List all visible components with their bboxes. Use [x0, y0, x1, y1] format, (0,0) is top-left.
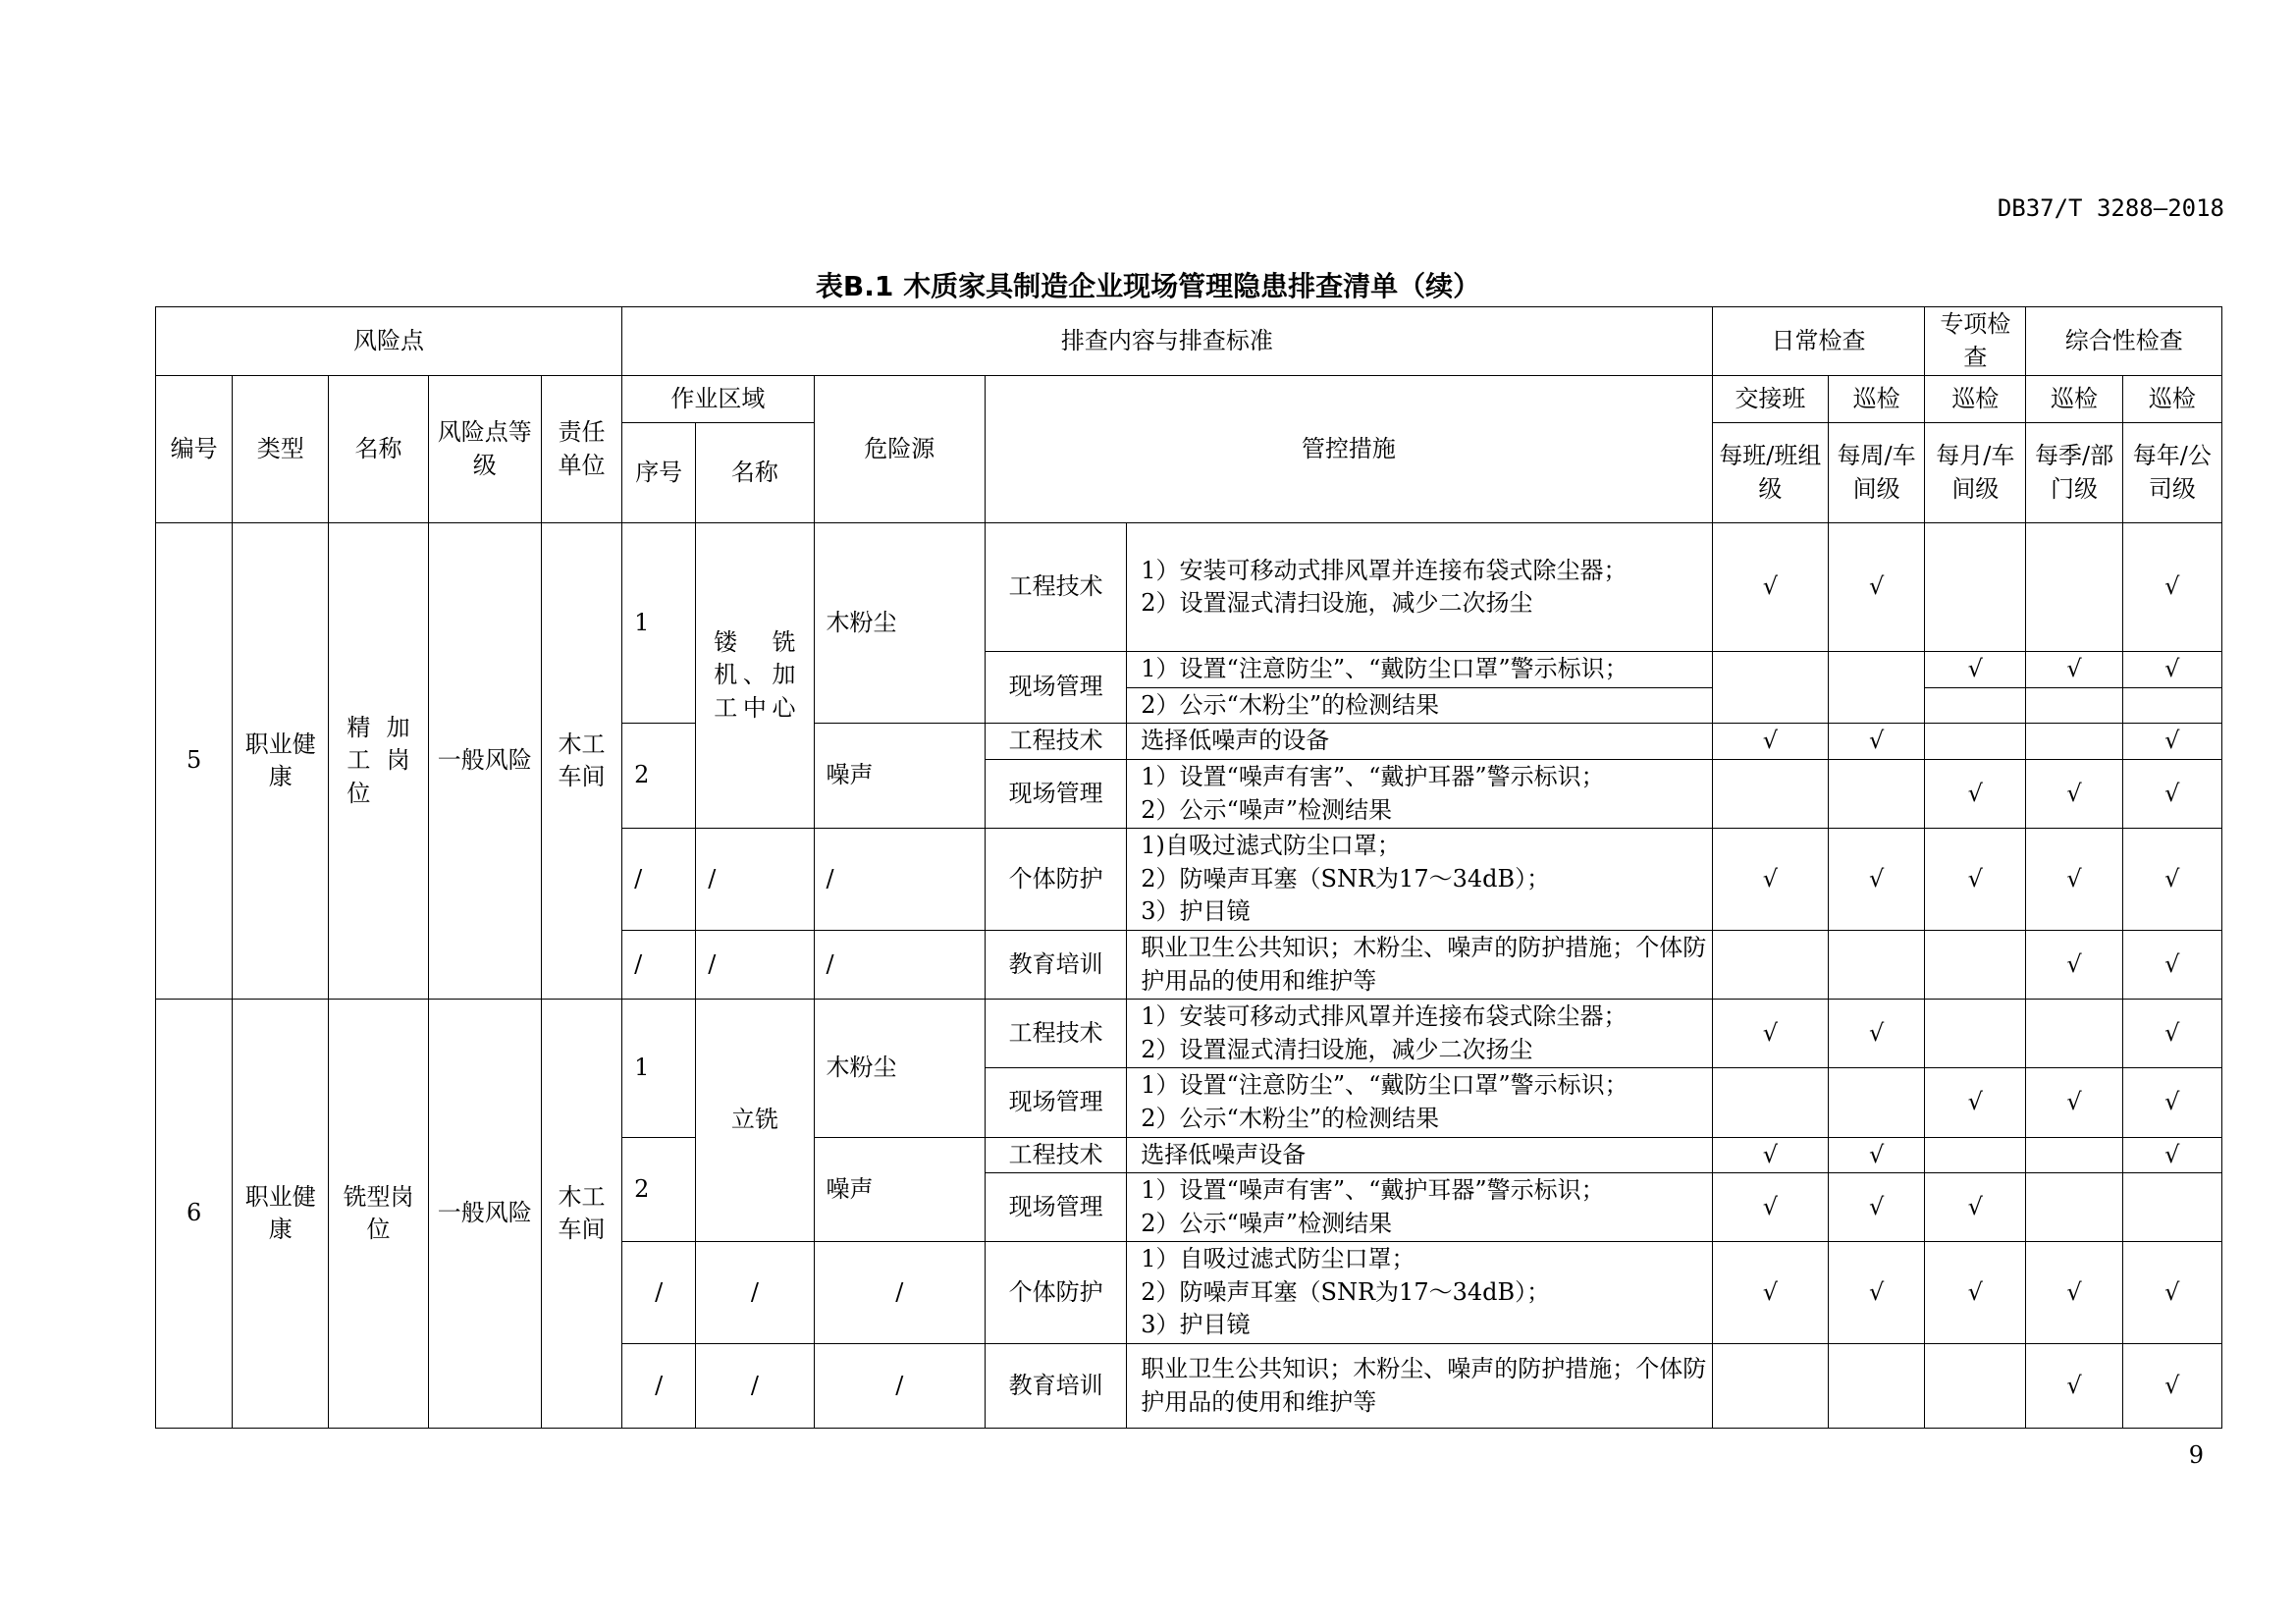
check-mark: √	[1828, 1173, 1924, 1242]
check-mark: √	[2026, 829, 2122, 931]
col-control: 管控措施	[985, 376, 1712, 523]
check-mark: √	[2122, 1068, 2221, 1137]
check-mark: √	[2122, 829, 2221, 931]
control-measure: 职业卫生公共知识；木粉尘、噪声的防护措施；个体防护用品的使用和维护等	[1127, 1344, 1712, 1429]
check-mark: √	[2122, 724, 2221, 760]
control-category: 现场管理	[985, 652, 1126, 724]
table-row	[156, 523, 2222, 652]
hazard: 噪声	[814, 724, 985, 829]
check-mark	[2026, 724, 2122, 760]
check-mark: √	[2026, 930, 2122, 999]
control-category: 现场管理	[985, 759, 1126, 828]
check-mark: √	[1712, 1137, 1828, 1173]
control-measure: 职业卫生公共知识；木粉尘、噪声的防护措施；个体防护用品的使用和维护等	[1127, 930, 1712, 999]
control-measure: 1）设置“注意防尘”、“戴防尘口罩”警示标识；	[1127, 652, 1712, 688]
check-mark	[1925, 1344, 2026, 1429]
control-measure: 1）自吸过滤式防尘口罩； 2）防噪声耳塞（SNR为17～34dB）； 3）护目镜	[1127, 1242, 1712, 1344]
check-mark: √	[1712, 829, 1828, 931]
row-no: 6	[156, 1000, 233, 1429]
hazard: 木粉尘	[814, 1000, 985, 1137]
check-mark: √	[1712, 724, 1828, 760]
page-number: 9	[2188, 1441, 2204, 1469]
check-mark: √	[2026, 1344, 2122, 1429]
col-shift-handover: 交接班	[1712, 376, 1828, 423]
control-measure: 1）安装可移动式排风罩并连接布袋式除尘器； 2）设置湿式清扫设施，减少二次扬尘	[1127, 523, 1712, 652]
check-mark	[1828, 1344, 1924, 1429]
check-mark	[1828, 930, 1924, 999]
control-measure: 1)自吸过滤式防尘口罩； 2）防噪声耳塞（SNR为17～34dB）； 3）护目镜	[1127, 829, 1712, 931]
check-mark: √	[1712, 1000, 1828, 1068]
control-measure: 1）设置“噪声有害”、“戴护耳器”警示标识； 2）公示“噪声”检测结果	[1127, 759, 1712, 828]
check-mark: √	[2122, 759, 2221, 828]
control-category: 教育培训	[985, 930, 1126, 999]
area-name: 镂铣机、加工中心	[696, 523, 814, 829]
area-seq: /	[622, 829, 696, 931]
check-mark: √	[1828, 1242, 1924, 1344]
check-mark: √	[2026, 652, 2122, 688]
check-mark: √	[1925, 829, 2026, 931]
area-seq: /	[622, 930, 696, 999]
col-patrol-4: 巡检	[2122, 376, 2221, 423]
area-seq: 1	[622, 523, 696, 724]
row-no: 5	[156, 523, 233, 1000]
check-mark	[1712, 1068, 1828, 1137]
col-patrol-2: 巡检	[1925, 376, 2026, 423]
area-name: 立铣	[696, 1000, 814, 1242]
header-comprehensive-check: 综合性检查	[2026, 307, 2222, 376]
col-seq: 序号	[622, 423, 696, 523]
check-mark	[1712, 1344, 1828, 1429]
row-name: 精加工岗位	[329, 523, 428, 1000]
col-level: 风险点等级	[428, 376, 541, 523]
header-content: 排查内容与排查标准	[622, 307, 1713, 376]
hazard: /	[814, 1242, 985, 1344]
control-category: 个体防护	[985, 829, 1126, 931]
col-name: 名称	[329, 376, 428, 523]
control-category: 现场管理	[985, 1173, 1126, 1242]
table-row	[156, 1000, 2222, 1068]
check-mark: √	[2122, 652, 2221, 688]
check-mark: √	[2122, 523, 2221, 652]
col-hazard: 危险源	[814, 376, 985, 523]
standard-code: DB37/T 3288—2018	[1997, 194, 2224, 222]
control-category: 工程技术	[985, 1000, 1126, 1068]
empty-cell	[1925, 687, 2026, 724]
col-area-name: 名称	[696, 423, 814, 523]
check-mark: √	[1925, 1173, 2026, 1242]
check-mark: √	[1712, 1242, 1828, 1344]
check-mark	[1712, 930, 1828, 999]
col-freq-4: 每季/部门级	[2026, 423, 2122, 523]
header-special-check: 专项检查	[1925, 307, 2026, 376]
check-mark: √	[2122, 1242, 2221, 1344]
control-measure: 2）公示“木粉尘”的检测结果	[1127, 687, 1712, 724]
hazard: /	[814, 930, 985, 999]
check-mark	[1712, 652, 1828, 724]
check-mark: √	[2122, 1000, 2221, 1068]
hazard: 噪声	[814, 1137, 985, 1242]
check-mark: √	[2122, 930, 2221, 999]
check-mark: √	[1828, 523, 1924, 652]
control-category: 教育培训	[985, 1344, 1126, 1429]
check-mark: √	[2026, 759, 2122, 828]
check-mark: √	[2122, 1344, 2221, 1429]
empty-cell	[2122, 687, 2221, 724]
check-mark	[2026, 1173, 2122, 1242]
area-seq: 2	[622, 724, 696, 829]
row-type: 职业健康	[233, 523, 329, 1000]
control-category: 现场管理	[985, 1068, 1126, 1137]
check-mark: √	[2026, 1068, 2122, 1137]
check-mark	[2122, 1173, 2221, 1242]
control-category: 个体防护	[985, 1242, 1126, 1344]
header-risk-point: 风险点	[156, 307, 622, 376]
check-mark: √	[2026, 1242, 2122, 1344]
control-measure: 1）安装可移动式排风罩并连接布袋式除尘器； 2）设置湿式清扫设施，减少二次扬尘	[1127, 1000, 1712, 1068]
check-mark	[1828, 652, 1924, 724]
hazard: /	[814, 1344, 985, 1429]
col-patrol-1: 巡检	[1828, 376, 1924, 423]
hazard: 木粉尘	[814, 523, 985, 724]
check-mark: √	[1828, 829, 1924, 931]
control-category: 工程技术	[985, 724, 1126, 760]
check-mark	[2026, 523, 2122, 652]
area-name: /	[696, 930, 814, 999]
row-level: 一般风险	[428, 1000, 541, 1429]
check-mark	[1925, 930, 2026, 999]
control-measure: 1）设置“注意防尘”、“戴防尘口罩”警示标识； 2）公示“木粉尘”的检测结果	[1127, 1068, 1712, 1137]
area-seq: /	[622, 1242, 696, 1344]
control-measure: 1）设置“噪声有害”、“戴护耳器”警示标识； 2）公示“噪声”检测结果	[1127, 1173, 1712, 1242]
check-mark: √	[1712, 1173, 1828, 1242]
col-area: 作业区域	[622, 376, 814, 423]
area-name: /	[696, 1344, 814, 1429]
check-mark	[1828, 1068, 1924, 1137]
row-name: 铣型岗位	[329, 1000, 428, 1429]
table-title: 表B.1 木质家具制造企业现场管理隐患排查清单（续）	[815, 270, 1481, 302]
row-level: 一般风险	[428, 523, 541, 1000]
control-category: 工程技术	[985, 523, 1126, 652]
row-unit: 木工车间	[541, 1000, 621, 1429]
check-mark: √	[1925, 1068, 2026, 1137]
col-freq-2: 每周/车间级	[1828, 423, 1924, 523]
col-unit: 责任单位	[541, 376, 621, 523]
check-mark	[1925, 724, 2026, 760]
row-unit: 木工车间	[541, 523, 621, 1000]
area-seq: 2	[622, 1137, 696, 1242]
check-mark	[1925, 523, 2026, 652]
col-type: 类型	[233, 376, 329, 523]
check-mark	[2026, 1137, 2122, 1173]
area-name: /	[696, 1242, 814, 1344]
check-mark: √	[1828, 1137, 1924, 1173]
control-measure: 选择低噪声的设备	[1127, 724, 1712, 760]
col-no: 编号	[156, 376, 233, 523]
area-seq: 1	[622, 1000, 696, 1137]
check-mark: √	[2122, 1137, 2221, 1173]
empty-cell	[2026, 687, 2122, 724]
control-category: 工程技术	[985, 1137, 1126, 1173]
check-mark	[1712, 759, 1828, 828]
check-mark	[1925, 1137, 2026, 1173]
check-mark: √	[1828, 724, 1924, 760]
area-seq: /	[622, 1344, 696, 1429]
header-daily-check: 日常检查	[1712, 307, 1924, 376]
col-freq-5: 每年/公司级	[2122, 423, 2221, 523]
check-mark: √	[1925, 759, 2026, 828]
check-mark: √	[1925, 652, 2026, 688]
check-mark: √	[1925, 1242, 2026, 1344]
col-patrol-3: 巡检	[2026, 376, 2122, 423]
col-freq-3: 每月/车间级	[1925, 423, 2026, 523]
check-mark: √	[1828, 1000, 1924, 1068]
check-mark	[1828, 759, 1924, 828]
area-name: /	[696, 829, 814, 931]
check-mark: √	[1712, 523, 1828, 652]
col-freq-1: 每班/班组级	[1712, 423, 1828, 523]
check-mark	[1925, 1000, 2026, 1068]
control-measure: 选择低噪声设备	[1127, 1137, 1712, 1173]
hazard-checklist-table	[155, 306, 2222, 1429]
check-mark	[2026, 1000, 2122, 1068]
row-type: 职业健康	[233, 1000, 329, 1429]
hazard: /	[814, 829, 985, 931]
